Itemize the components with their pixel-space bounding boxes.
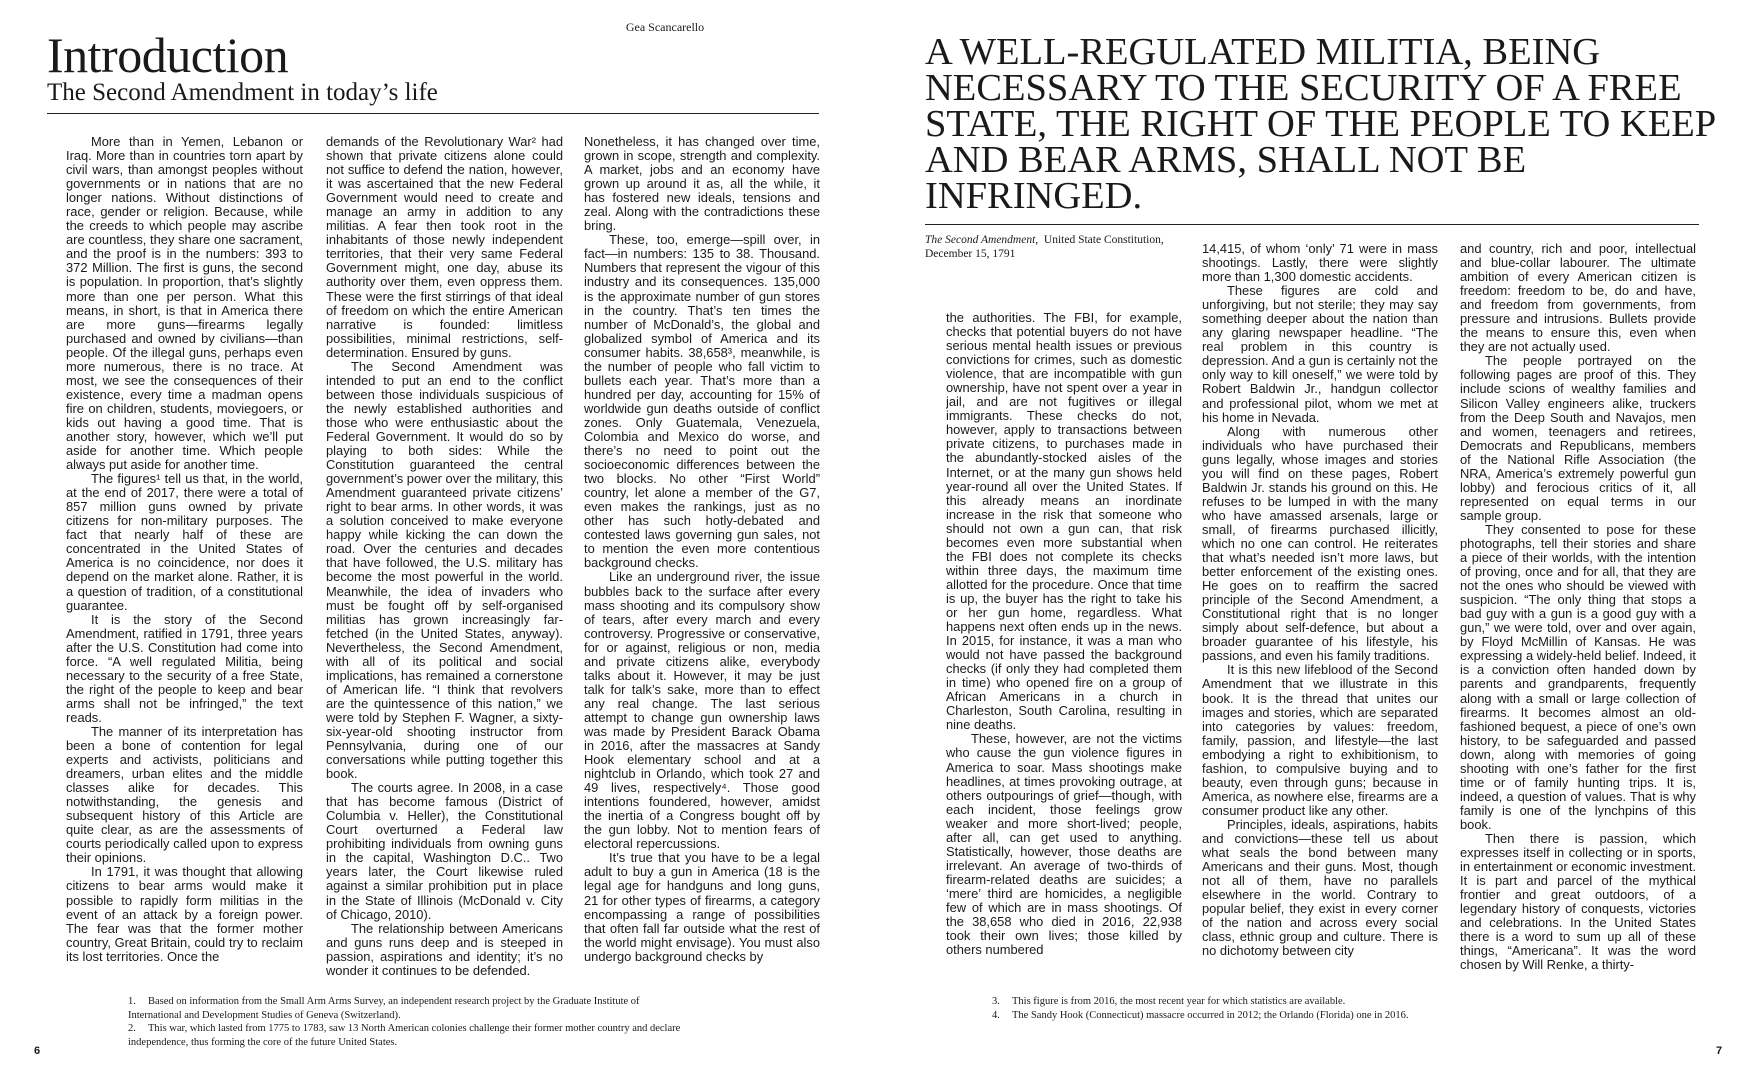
body-paragraph: 14,415, of whom ‘only’ 71 were in mass shootings. Lastly, there were slightly more than 1,300 domestic accidents. [1202, 242, 1438, 285]
body-paragraph: and country, rich and poor, intellectual and blue-collar labourer. The ultimate ambition of every American citizen is freedom: freedom to be, do and have, and freedom from governments, from pressure and intrusions. Bullets provide the means to ensure this, even when they are not actually used. [1460, 242, 1696, 355]
body-paragraph: These figures are cold and unforgiving, but not sterile; they may say something deeper about the nation than any glaring newspaper headline. “The real problem in this country is depression. And a gun is certainly not the only way to kill oneself,” we were told by Robert Baldwin Jr., handgun collector and professional pilot, whom we met at his home in Nevada. [1202, 283, 1438, 425]
left-column-3 [584, 135, 820, 987]
running-header: Gea Scancarello [625, 20, 705, 34]
body-paragraph: The Second Amendment was intended to put an end to the conflict between those individuals suspicious of the newly established authorities and those who were enthusiastic about the Federal Government. It would do so by playing to both sides: While the Constitution guaranteed the central government’s power over the military, this Amendment guaranteed private citizens’ right to bear arms. In other words, it was a solution conceived to make everyone happy while kicking the can down the road. Over the centuries and decades that have followed, the U.S. military has become the most powerful in the world. Meanwhile, the idea of invaders who must be fought off by self-organised militias has grown increasingly far-fetched (in the United States, anyway). Nevertheless, the Second Amendment, with all of its political and social implications, has remained a cornerstone of American life. “I think that revolvers are the quintessence of this nation,” we were told by Stephen F. Wagner, a sixty-six-year-old shooting instructor from Pennsylvania, during one of our conversations while putting together this book. [326, 358, 563, 782]
body-paragraph: demands of the Revolutionary War² had shown that private citizens alone could not suffice to defend the nation, however, it was ascertained that the new Federal Government would need to create and manage an army in addition to any militias. A fear then took root in the inhabitants of those newly independent territories, that their very same Federal Government might, one day, abuse its authority over them, even oppress them. These were the first stirrings of that ideal of freedom on which the entire American narrative is founded: limitless possibilities, minimal restrictions, self-determination. Ensured by guns. [326, 135, 563, 360]
footnote: 3. This figure is from 2016, the most recent year for which statistics are available. [992, 996, 1346, 1007]
body-paragraph: They consented to pose for these photographs, tell their stories and share a piece of their worlds, with the intention of proving, once and for all, that they are not the ones who should be viewed with suspicion. “The only thing that stops a bad guy with a gun is a good guy with a gun,” we were told, over and over again, by Floyd McMillin of Kansas. He was expressing a widely-held belief. Indeed, it is a conviction often handed down by parents and grandparents, frequently along with a small or large collection of firearms. It becomes almost an old-fashioned bequest, a piece of one’s own history, to be safeguarded and passed down, along with memories of going shooting with one’s father for the first time or of family hunting trips. It is, indeed, a question of values. That is why family is one of the lynchpins of this book. [1460, 521, 1696, 832]
body-paragraph: Nonetheless, it has changed over time, grown in scope, strength and complexity. A market, jobs and an economy have grown up around it as, all the while, it has fostered new ideals, tensions and zeal. Along with the contradictions these bring. [584, 135, 820, 234]
body-paragraph: Principles, ideals, aspirations, habits and convictions—these tell us about what seals the bond between many Americans and their guns. Most, though not all of them, have no parallels elsewhere in the world. Contrary to popular belief, they exist in every corner of the nation and across every social class, ethnic group and culture. There is no dichotomy between city [1202, 816, 1438, 959]
body-paragraph: The figures¹ tell us that, in the world, at the end of 2017, there were a total of 857 million guns owned by private citizens for non-military purposes. The fact that nearly half of these are concentrated in the United States of America is no coincidence, nor does it depend on the market alone. Rather, it is a question of tradition, of a constitutional guarantee. [66, 471, 303, 613]
quote-attribution [925, 233, 1165, 261]
body-paragraph: More than in Yemen, Lebanon or Iraq. More than in countries torn apart by civil wars, than amongst peoples without governments or in nations that are no longer nations. Without distinctions of race, gender or religion. Because, while the creeds to which people may ascribe are countless, they share one sacrament, and the proof is in the numbers: 393 to 372 Million. The first is guns, the second is population. In proportion, that’s slightly more than one per person. What this means, in short, is that in America there are more guns—firearms legally purchased and owned by civilians—than people. Of the illegal guns, perhaps even more numerous, there is no trace. At most, we see the consequences of their existence, every time a madman opens fire on children, students, moviegoers, or kids out having a good time. That is another story, however, which we’ll put aside for another time. Which people always put aside for another time. [66, 135, 303, 473]
footnote: 1. Based on information from the Small Arm Arms Survey, an independent research project by the Graduate Institute of International and Development Studies of Geneva (Switzerland). [128, 996, 640, 1021]
body-paragraph: In 1791, it was thought that allowing citizens to bear arms would make it possible to rapidly form militias in the event of an attack by a foreign power. The fear was that the former mother country, Great Britain, could try to reclaim its lost territories. Once the [66, 864, 303, 964]
body-paragraph: The manner of its interpretation has been a bone of contention for legal experts and activists, politicians and dreamers, urban elites and the middle classes alike for decades. This notwithstanding, the genesis and subsequent history of this Article are quite clear, as are the assessments of courts periodically called upon to express their opinions. [66, 723, 303, 866]
pull-quote: A WELL-REGULATED MILITIA, BEING NECESSARY TO THE SECURITY OF A FREE STATE, THE RIGHT OF THE PEOPLE TO KEEP AND BEAR ARMS, SHALL NOT BE INFRINGED. [925, 31, 1715, 217]
left-column-1 [66, 135, 303, 987]
body-paragraph: The relationship between Americans and guns runs deep and is steeped in passion, aspirations and identity; it’s no wonder it continues to be defended. [326, 920, 563, 978]
page-subtitle: The Second Amendment in today’s life [47, 79, 438, 106]
body-paragraph: Like an underground river, the issue bubbles back to the surface after every mass shooting and its compulsory show of tears, after every march and every controversy. Progressive or conservative, for or against, religious or non, media and private citizens alike, everybody talks about it. However, it may be just talk for talk’s sake, more than to effect any real change. The last serious attempt to change gun ownership laws was made by President Barack Obama in 2016, after the massacres at Sandy Hook elementary school and at a nightclub in Orlando, which took 27 and 49 lives, respectively⁴. Those good intentions foundered, however, amidst the inertia of a Congress bought off by the gun lobby. Not to mention fears of electoral repercussions. [584, 569, 820, 852]
body-paragraph: Along with numerous other individuals who have purchased their guns legally, whose images and stories you will find on these pages, Robert Baldwin Jr. stands his ground on this. He refuses to be lumped in with the many who have amassed arsenals, large or small, of firearms purchased illicitly, which no one can control. He reiterates that what’s needed isn’t more laws, but better enforcement of the existing ones. He goes on to reaffirm the sacred principle of the Second Amendment, a Constitutional right that is no longer simply about self-defence, but about a broader guarantee of his lifestyle, his passions, and even his family traditions. [1202, 423, 1438, 664]
page-title: Introduction [47, 27, 289, 83]
body-paragraph: It is the story of the Second Amendment, ratified in 1791, three years after the U.S. Constitution had come into force. “A well regulated Militia, being necessary to the security of a free State, the right of the people to keep and bear arms shall not be infringed,” the text reads. [66, 611, 303, 725]
left-column-2 [326, 135, 563, 987]
page-number-left: 6 [34, 1045, 41, 1057]
attribution-source: The Second Amendment, [925, 234, 1039, 246]
body-paragraph: The courts agree. In 2008, in a case that has become famous (District of Columbia v. Heller), the Constitutional Court overturned a Federal law prohibiting individuals from owning guns in the capital, Washington D.C.. Two years later, the Court likewise ruled against a similar prohibition put in place in the State of Illinois (McDonald v. City of Chicago, 2010). [326, 780, 563, 922]
right-column-3 [1460, 242, 1696, 987]
quote-rule [925, 224, 1699, 225]
footnote: 2. This war, which lasted from 1775 to 1783, saw 13 North American colonies challenge their former mother country and declare independence, thus forming the core of the future United States. [128, 1023, 681, 1048]
footnote: 4. The Sandy Hook (Connecticut) massacre occurred in 2012; the Orlando (Florida) one in 2016. [992, 1009, 1409, 1021]
body-paragraph: It is this new lifeblood of the Second Amendment that we illustrate in this book. It is the thread that unites our images and stories, which are separated into categories by values: freedom, family, passion, and lifestyle—the last embodying a right to exhibitionism, to fashion, to compulsive buying and to beauty, even through guns; because in America, as nowhere else, firearms are a consumer product like any other. [1202, 662, 1438, 818]
body-paragraph: the authorities. The FBI, for example, checks that potential buyers do not have serious mental health issues or previous convictions for crimes, such as domestic violence, that are incompatible with gun ownership, have not spent over a year in jail, and are not fugitives or illegal immigrants. These checks do not, however, apply to transactions between private citizens, to purchases made in the abundantly-stocked aisles of the Internet, or at the many gun shows held year-round all over the United States. If this already means an inordinate increase in the risk that someone who should not own a gun can, that risk becomes even more substantial when the FBI does not complete its checks within three days, the maximum time allotted for the procedure. Once that time is up, the buyer has the right to take his or her gun home, regardless. What happens next often ends up in the news. In 2015, for instance, it was a man who would not have passed the background checks (if only they had completed them in time) who opened fire on a group of African Americans in a church in Charleston, South Carolina, resulting in nine deaths. [946, 311, 1182, 733]
right-column-2 [1202, 242, 1438, 987]
title-rule [47, 113, 819, 114]
body-paragraph: These, too, emerge—spill over, in fact—in numbers: 135 to 38. Thousand. Numbers that represent the vigour of this industry and its consequences. 135,000 is the approximate number of gun stores in the country. That’s ten times the number of McDonald’s, the global and globalized symbol of America and its consumer habits. 38,658³, meanwhile, is the number of people who fall victim to bullets each year. That’s more than a hundred per day, accounting for 15% of worldwide gun deaths outside of conflict zones. Only Guatemala, Venezuela, Colombia and Mexico do worse, and there’s no need to point out the socioeconomic differences between the two blocks. No other “First World” country, let alone a member of the G7, even makes the rankings, just as no other has such hotly-debated and contested laws governing gun sales, not to mention the even more contentious background checks. [584, 232, 820, 571]
footnotes-right [992, 995, 1552, 1022]
page-number-right: 7 [1716, 1045, 1723, 1057]
body-paragraph: Then there is passion, which expresses itself in collecting or in sports, in entertainment or economic investment. It is part and parcel of the mythical frontier and great outdoors, of a legendary history of conquests, victories and celebrations. In the United States there is a word to sum up all of these things, “Americana”. It was the word chosen by Will Renke, a thirty- [1460, 830, 1696, 973]
attribution-text: United State Constitution, December 15, 1791 [925, 234, 1164, 260]
body-paragraph: It’s true that you have to be a legal adult to buy a gun in America (18 is the legal age for handguns and long guns, 21 for other types of firearms, a category encompassing a range of possibilities that often fall far outside what the rest of the world might envisage). You must also undergo background checks by [584, 850, 820, 964]
body-paragraph: The people portrayed on the following pages are proof of this. They include scions of wealthy families and Silicon Valley engineers alike, truckers from the Deep South and Navajos, men and women, teenagers and retirees, Democrats and Republicans, members of the National Rifle Association (the NRA, America’s extremely powerful gun lobby) and ferocious critics of it, all represented on equal terms in our sample group. [1460, 353, 1696, 523]
footnotes-left [128, 995, 688, 1049]
body-paragraph: These, however, are not the victims who cause the gun violence figures in America to soar. Mass shootings make headlines, at times provoking outrage, at others outpourings of grief—though, with each incident, those feelings grow weaker and more short-lived; people, after all, can get used to anything. Statistically, however, those deaths are irrelevant. An average of two-thirds of firearm-related deaths are suicides; a ‘mere’ third are homicides, a negligible few of which are in mass shootings. Of the 38,658 who died in 2016, 22,938 took their own lives; those killed by others numbered [946, 731, 1182, 958]
right-column-1 [946, 311, 1182, 987]
